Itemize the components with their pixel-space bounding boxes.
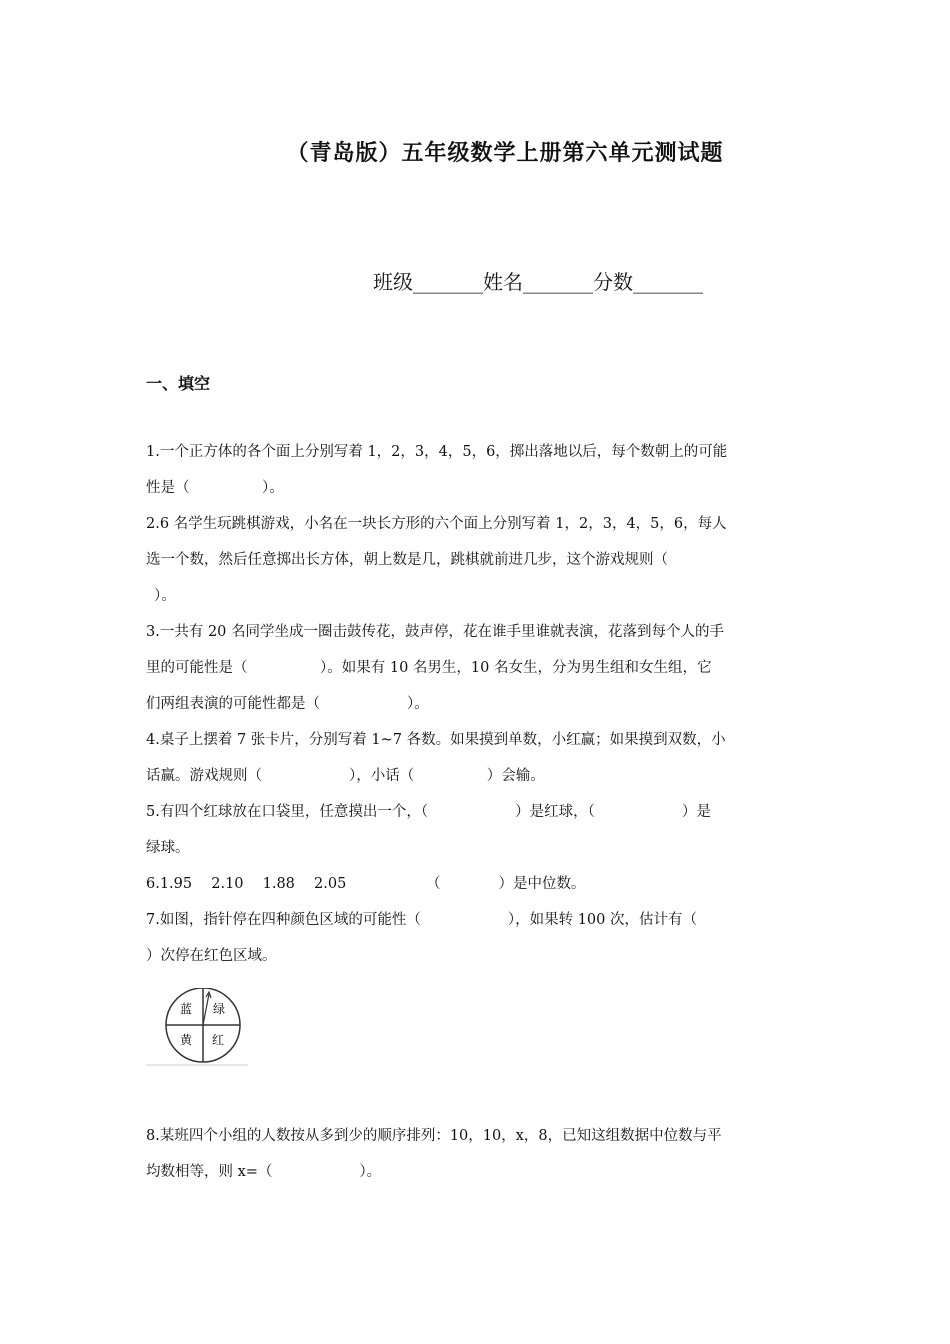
question-3 <box>146 614 806 722</box>
question-5-line-1: 5.有四个红球放在口袋里，任意摸出一个，（ ）是红球，（ ）是 <box>146 804 711 820</box>
question-5 <box>146 794 806 866</box>
question-6-line-1: 6.1.95 2.10 1.88 2.05 （ ）是中位数。 <box>146 876 586 892</box>
question-1-line-2: 性是（ ）。 <box>146 480 284 496</box>
spinner-label-yellow: 黄 <box>179 1033 193 1047</box>
question-7-line-2: ）次停在红色区域。 <box>146 948 277 964</box>
spinner-label-green: 绿 <box>212 1002 226 1016</box>
spinner-label-red: 红 <box>211 1033 225 1047</box>
question-5-line-2: 绿球。 <box>146 840 190 856</box>
question-3-line-2: 里的可能性是（ ）。如果有 10 名男生，10 名女生，分为男生组和女生组，它 <box>146 660 712 676</box>
question-4-line-2: 话赢。游戏规则（ ），小话（ ）会输。 <box>146 768 545 784</box>
question-6 <box>146 866 806 902</box>
question-1 <box>146 434 806 506</box>
question-8-line-2: 均数相等，则 x=（ ）。 <box>146 1164 382 1180</box>
page-title: （青岛版）五年级数学上册第六单元测试题 <box>286 141 724 166</box>
question-1-line-1: 1.一个正方体的各个面上分别写着 1，2，3，4，5，6，掷出落地以后，每个数朝上的可能 <box>146 444 728 460</box>
question-2 <box>146 506 806 614</box>
spinner-figure <box>146 988 248 1066</box>
question-2-line-3: ）。 <box>154 588 176 604</box>
question-2-line-2: 选一个数，然后任意掷出长方体，朝上数是几，跳棋就前进几步，这个游戏规则（ <box>146 552 668 568</box>
spinner-label-blue: 蓝 <box>179 1002 193 1016</box>
spinner-pointer <box>203 994 209 1025</box>
question-8 <box>146 1118 806 1190</box>
question-3-line-3: 们两组表演的可能性都是（ ）。 <box>146 696 429 712</box>
student-info-line: 班级_______姓名_______分数_______ <box>373 270 703 294</box>
question-7 <box>146 902 806 974</box>
question-3-line-1: 3.一共有 20 名同学坐成一圈击鼓传花，鼓声停，花在谁手里谁就表演，花落到每个人的手 <box>146 624 724 640</box>
question-8-line-1: 8.某班四个小组的人数按从多到少的顺序排列：10，10，x，8，已知这组数据中位数与平 <box>146 1128 722 1144</box>
question-2-line-1: 2.6 名学生玩跳棋游戏，小名在一块长方形的六个面上分别写着 1，2，3，4，5，6，每人 <box>146 516 727 532</box>
question-4-line-1: 4.桌子上摆着 7 张卡片，分别写着 1~7 各数。如果摸到单数，小红赢；如果摸到双数，小 <box>146 732 726 748</box>
question-7-line-1: 7.如图，指针停在四种颜色区域的可能性（ ），如果转 100 次，估计有（ <box>146 912 697 928</box>
question-4 <box>146 722 806 794</box>
section-heading: 一、填空 <box>146 374 211 393</box>
